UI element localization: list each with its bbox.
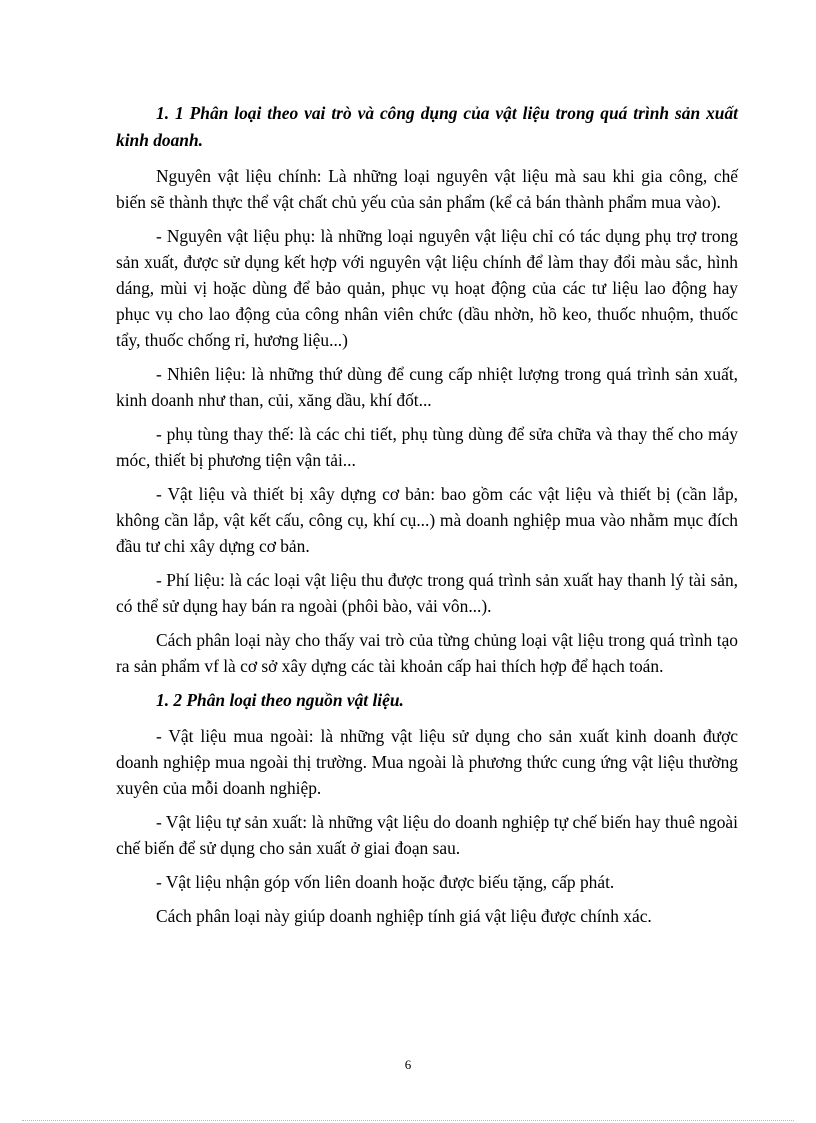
paragraph: Cách phân loại này cho thấy vai trò của từng chủng loại vật liệu trong quá trình tạo ra sản phẩm vf là cơ sở xây dựng các tài khoản cấp hai thích hợp để hạch toán. bbox=[116, 630, 738, 676]
paragraph: - Vật liệu mua ngoài: là những vật liệu sử dụng cho sản xuất kinh doanh được doanh nghiệp mua ngoài thị trường. Mua ngoài là phương thức cung ứng vật liệu thường xuyên của mỗi doanh nghiệp. bbox=[116, 726, 738, 798]
page-content bbox=[116, 100, 738, 937]
paragraph: Nguyên vật liệu chính: Là những loại nguyên vật liệu mà sau khi gia công, chế biến sẽ thành thực thể vật chất chủ yếu của sản phẩm (kể cả bán thành phẩm mua vào). bbox=[116, 166, 738, 212]
paragraph: - Nhiên liệu: là những thứ dùng để cung cấp nhiệt lượng trong quá trình sản xuất, kinh doanh như than, củi, xăng dầu, khí đốt... bbox=[116, 364, 738, 410]
paragraph: - Vật liệu tự sản xuất: là những vật liệu do doanh nghiệp tự chế biến hay thuê ngoài chế biến để sử dụng cho sản xuất ở giai đoạn sau. bbox=[116, 812, 738, 858]
paragraph: - phụ tùng thay thế: là các chi tiết, phụ tùng dùng để sửa chữa và thay thế cho máy móc, thiết bị phương tiện vận tải... bbox=[116, 424, 738, 470]
page-number: 6 bbox=[404, 1057, 412, 1072]
section-heading-1-1: 1. 1 Phân loại theo vai trò và công dụng của vật liệu trong quá trình sản xuất kinh doanh. bbox=[116, 103, 738, 150]
section-heading-1-2: 1. 2 Phân loại theo nguồn vật liệu. bbox=[156, 690, 404, 710]
paragraph: - Nguyên vật liệu phụ: là những loại nguyên vật liệu chỉ có tác dụng phụ trợ trong sản xuất, được sử dụng kết hợp với nguyên vật liệu chính để làm thay đổi màu sắc, hình dáng, mùi vị hoặc dùng để bảo quản, phục vụ hoạt động của các tư liệu lao động hay phục vụ cho lao động của công nhân viên chức (dầu nhờn, hồ keo, thuốc nhuộm, thuốc tẩy, thuốc chống rỉ, hương liệu...) bbox=[116, 226, 738, 350]
paragraph: - Vật liệu nhận góp vốn liên doanh hoặc được biếu tặng, cấp phát. bbox=[156, 872, 615, 892]
paragraph: Cách phân loại này giúp doanh nghiệp tính giá vật liệu được chính xác. bbox=[156, 906, 652, 926]
page-footer-divider bbox=[22, 1120, 794, 1121]
paragraph: - Vật liệu và thiết bị xây dựng cơ bản: bao gồm các vật liệu và thiết bị (cần lắp, không cần lắp, vật kết cấu, công cụ, khí cụ...) mà doanh nghiệp mua vào nhằm mục đích đầu tư chi xây dựng cơ bản. bbox=[116, 484, 738, 556]
paragraph: - Phí liệu: là các loại vật liệu thu được trong quá trình sản xuất hay thanh lý tài sản, có thể sử dụng hay bán ra ngoài (phôi bào, vải vôn...). bbox=[116, 570, 738, 616]
